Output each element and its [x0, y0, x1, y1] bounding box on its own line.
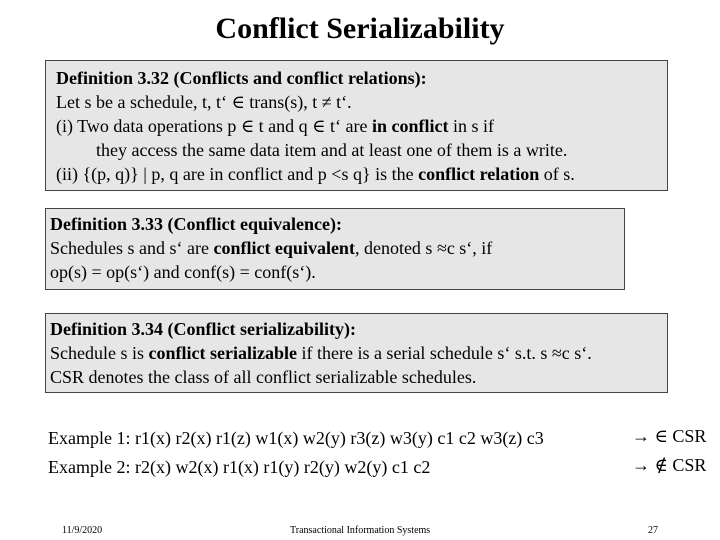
bold-term: conflict relation	[418, 164, 540, 184]
footer-date: 11/9/2020	[62, 525, 103, 536]
footer-page-number: 27	[648, 525, 658, 536]
text-span: (ii) {(p, q)} | p, q are in conflict and p <s q} is the	[56, 164, 419, 184]
slide-title: Conflict Serializability	[215, 12, 505, 45]
definition-line	[50, 236, 624, 260]
text-span: in s if	[448, 116, 494, 136]
text-span: of s.	[539, 164, 575, 184]
definition-line: CSR denotes the class of all conflict serializable schedules.	[50, 367, 477, 387]
definition-3-33-box	[45, 208, 625, 290]
text-span: , denoted s ≈c s‘, if	[354, 238, 493, 258]
definition-item-ii	[56, 162, 667, 186]
bold-term: conflict equivalent	[213, 238, 355, 258]
example-2-text: Example 2: r2(x) w2(x) r1(x) r1(y) r2(y) w2(y) c1 c2	[48, 457, 431, 477]
example-2-result: → ∉ CSR	[632, 455, 707, 475]
definition-3-34-box	[45, 313, 668, 393]
definition-item-i-continuation: they access the same data item and at least one of them is a write.	[96, 140, 568, 160]
footer-title: Transactional Information Systems	[290, 525, 431, 536]
example-1-text: Example 1: r1(x) r2(x) r1(z) w1(x) w2(y) r3(z) w3(y) c1 c2 w3(z) c3	[48, 428, 544, 448]
definition-line	[50, 341, 667, 365]
text-span: (i) Two data operations p ∈ t and q ∈ t‘ are	[56, 116, 372, 136]
text-span: if there is a serial schedule s‘ s.t. s ≈c s‘.	[296, 343, 592, 363]
definition-heading: Definition 3.34 (Conflict serializability):	[50, 319, 356, 339]
example-1-result: → ∈ CSR	[632, 426, 707, 446]
definition-line: op(s) = op(s‘) and conf(s) = conf(s‘).	[50, 262, 316, 282]
bold-term: in conflict	[371, 116, 449, 136]
definition-heading: Definition 3.32 (Conflicts and conflict relations):	[56, 68, 427, 88]
definition-item-i	[56, 114, 667, 138]
definition-heading: Definition 3.33 (Conflict equivalence):	[50, 214, 342, 234]
definition-3-32-box	[45, 60, 668, 191]
text-span: Schedules s and s‘ are	[50, 238, 214, 258]
definition-line: Let s be a schedule, t, t‘ ∈ trans(s), t ≠ t‘.	[56, 92, 352, 112]
text-span: Schedule s is	[50, 343, 149, 363]
bold-term: conflict serializable	[148, 343, 297, 363]
